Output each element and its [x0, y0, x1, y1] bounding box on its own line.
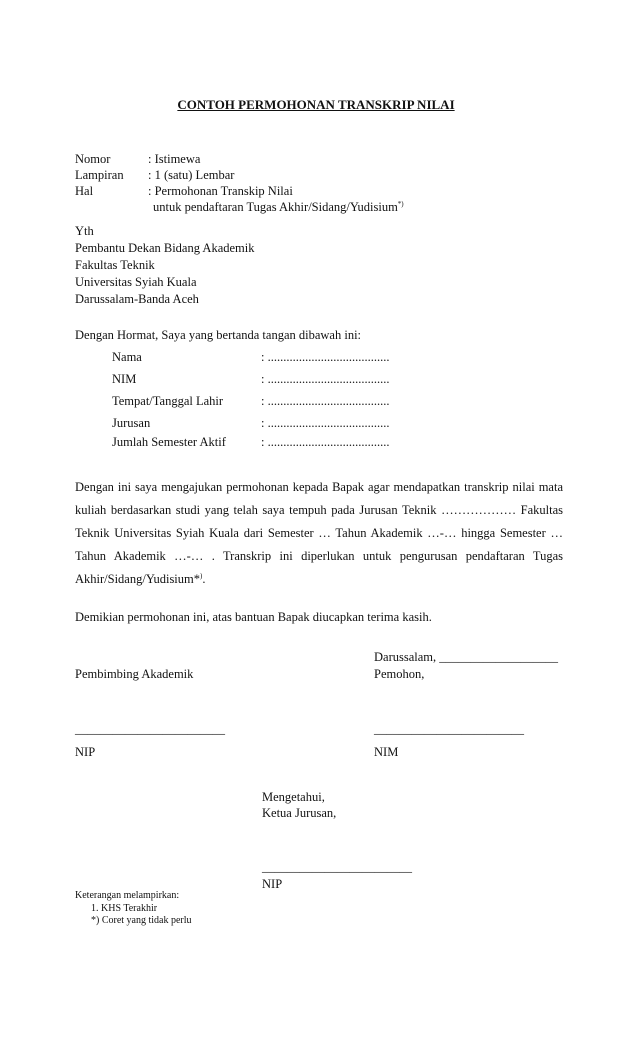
field-value-nim: : .......................................: [261, 372, 390, 386]
left-signature-line: ________________________: [75, 722, 225, 736]
field-label-nama: Nama: [112, 350, 142, 364]
hal-footnote-mark: *): [397, 199, 404, 208]
place-date: Darussalam, ___________________: [374, 650, 559, 664]
field-label-semester: Jumlah Semester Aktif: [112, 435, 226, 449]
field-value-nama: : .......................................: [261, 350, 390, 364]
mid-signer-label-2: Ketua Jurusan,: [262, 806, 337, 820]
notes-item-1: 1. KHS Terakhir: [91, 903, 158, 914]
body-paragraph: [75, 476, 563, 591]
right-signature-line: ________________________: [374, 722, 524, 736]
closing-text: Demikian permohonan ini, atas bantuan Bapak diucapkan terima kasih.: [75, 610, 432, 624]
notes-heading: Keterangan melampirkan:: [75, 890, 180, 901]
body-end: .: [202, 572, 206, 586]
recipient-line-5: Darussalam-Banda Aceh: [75, 292, 199, 306]
right-signer-id: NIM: [374, 745, 399, 759]
right-signer-role: Pemohon,: [374, 667, 425, 681]
field-label-ttl: Tempat/Tanggal Lahir: [112, 394, 224, 408]
greeting: Dengan Hormat, Saya yang bertanda tangan dibawah ini:: [75, 328, 362, 342]
field-label-nim: NIM: [112, 372, 137, 386]
field-value-jurusan: : .......................................: [261, 416, 390, 430]
recipient-line-2: Pembantu Dekan Bidang Akademik: [75, 241, 255, 255]
nomor-value: : Istimewa: [148, 152, 201, 166]
mid-signer-id: NIP: [262, 877, 283, 891]
mid-signer-label-1: Mengetahui,: [262, 790, 325, 804]
hal-label: Hal: [75, 184, 94, 198]
body-footnote-mark: ): [200, 571, 203, 580]
left-signer-role: Pembimbing Akademik: [75, 667, 194, 681]
document-title: CONTOH PERMOHONAN TRANSKRIP NILAI: [177, 97, 455, 112]
lampiran-label: Lampiran: [75, 168, 124, 182]
nomor-label: Nomor: [75, 152, 111, 166]
field-value-ttl: : .......................................: [261, 394, 390, 408]
hal-value-continued: [153, 200, 404, 215]
field-label-jurusan: Jurusan: [112, 416, 151, 430]
mid-signature-line: ________________________: [262, 860, 412, 874]
left-signer-id: NIP: [75, 745, 96, 759]
lampiran-value: : 1 (satu) Lembar: [148, 168, 235, 182]
recipient-line-4: Universitas Syiah Kuala: [75, 275, 197, 289]
recipient-line-3: Fakultas Teknik: [75, 258, 155, 272]
hal-value: : Permohonan Transkip Nilai: [148, 184, 293, 198]
hal-value-2: untuk pendaftaran Tugas Akhir/Sidang/Yudisium: [153, 200, 398, 214]
field-value-semester: : .......................................: [261, 435, 390, 449]
notes-item-2: *) Coret yang tidak perlu: [91, 915, 192, 926]
recipient-line-1: Yth: [75, 224, 94, 238]
body-text: Dengan ini saya mengajukan permohonan kepada Bapak agar mendapatkan transkrip nilai mata kuliah berdasarkan studi yang telah saya tempuh pada Jurusan Teknik ……………… Fakultas Teknik Universitas Syiah Kuala dari Semester … Tahun Akademik …-… hingga Semester … Tahun Akademik …-… . Transkrip ini diperlukan untuk pengurusan pendaftaran Tugas Akhir/Sidang/Yudisium*: [75, 480, 563, 586]
